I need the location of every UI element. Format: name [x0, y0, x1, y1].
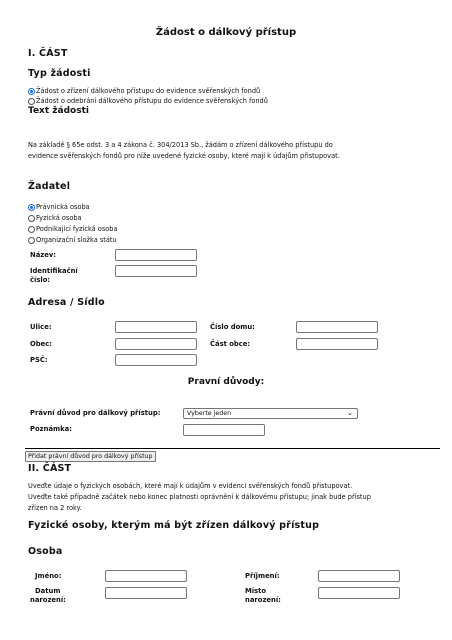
- birth-date-label-line2: narození:: [30, 596, 66, 604]
- municipality-part-input[interactable]: [296, 338, 378, 350]
- part2-text-line3: zřízen na 2 roky.: [28, 504, 82, 512]
- house-number-input[interactable]: [296, 321, 378, 333]
- radio-label: Právnická osoba: [36, 203, 90, 211]
- radio-label: Fyzická osoba: [36, 214, 82, 222]
- birth-place-label-line2: narození:: [245, 596, 281, 604]
- birth-date-label-line1: Datum: [35, 587, 61, 595]
- add-legal-reason-button[interactable]: Přidat právní důvod pro dálkový přístup: [25, 451, 156, 462]
- id-label-line1: Identifikační: [30, 267, 78, 275]
- reason-label: Právní důvod pro dálkový přístup:: [30, 409, 161, 417]
- note-input[interactable]: [183, 424, 265, 436]
- radio-unchecked-icon[interactable]: [28, 237, 35, 244]
- chevron-down-icon: ⌄: [347, 409, 353, 417]
- radio-unchecked-icon[interactable]: [28, 215, 35, 222]
- radio-applicant-legal[interactable]: [28, 202, 90, 212]
- first-name-label: Jméno:: [35, 572, 62, 580]
- zip-label: PSČ:: [30, 356, 48, 364]
- municipality-part-label: Část obce:: [210, 340, 251, 348]
- reason-select[interactable]: [183, 408, 358, 419]
- radio-label: Žádost o zřízení dálkového přístupu do evidence svěřenských fondů: [36, 87, 261, 95]
- section-divider: [25, 448, 440, 449]
- radio-applicant-entrepreneur[interactable]: [28, 224, 118, 234]
- reason-select-value: Vyberte jeden: [187, 410, 232, 417]
- page-title: Žádost o dálkový přístup: [155, 27, 297, 38]
- applicant-heading: Žadatel: [28, 181, 71, 192]
- text-heading: Text žádosti: [28, 106, 89, 116]
- part1-heading: I. ČÁST: [28, 48, 68, 59]
- request-type-heading: Typ žádosti: [28, 68, 91, 79]
- surname-input[interactable]: [318, 570, 400, 582]
- radio-label: Organizační složka státu: [36, 236, 117, 244]
- birth-place-label-line1: Místo: [245, 587, 267, 595]
- birth-date-input[interactable]: [105, 587, 187, 599]
- municipality-input[interactable]: [115, 338, 197, 350]
- person-heading: Osoba: [28, 546, 63, 557]
- id-number-input[interactable]: [115, 265, 197, 277]
- first-name-input[interactable]: [105, 570, 187, 582]
- part2-text-line1: Uveďte údaje o fyzických osobách, které mají k údajům v evidenci svěřenských fondů přistupovat.: [28, 482, 353, 490]
- note-label: Poznámka:: [30, 425, 72, 433]
- radio-applicant-natural[interactable]: [28, 213, 82, 223]
- id-label-line2: číslo:: [30, 276, 51, 284]
- radio-applicant-state-unit[interactable]: [28, 235, 117, 245]
- legal-heading: Pravní důvody:: [187, 377, 265, 387]
- radio-checked-icon[interactable]: [28, 88, 35, 95]
- part2-heading: II. ČÁST: [28, 463, 72, 474]
- radio-label: Podnikající fyzická osoba: [36, 225, 118, 233]
- name-input[interactable]: [115, 249, 197, 261]
- address-heading: Adresa / Sídlo: [28, 297, 105, 308]
- house-number-label: Číslo domu:: [210, 323, 255, 331]
- part2-text-line2: Uveďte také případně začátek nebo konec platnosti oprávnění k dálkovému přístupu; jinak bude přístup: [28, 493, 371, 501]
- municipality-label: Obec:: [30, 340, 53, 348]
- name-label: Název:: [30, 251, 56, 259]
- zip-input[interactable]: [115, 354, 197, 366]
- request-text-line1: Na základě § 65e odst. 3 a 4 zákona č. 304/2013 Sb., žádám o zřízení dálkového přístupu do: [28, 141, 333, 149]
- request-text-line2: evidence svěřenských fondů pro níže uvedené fyzické osoby, které mají k údajům přistupovat.: [28, 152, 340, 160]
- street-input[interactable]: [115, 321, 197, 333]
- surname-label: Příjmení:: [245, 572, 280, 580]
- street-label: Ulice:: [30, 323, 52, 331]
- radio-unchecked-icon[interactable]: [28, 98, 35, 105]
- radio-label: Žádost o odebrání dálkového přístupu do evidence svěřenských fondů: [36, 97, 268, 105]
- persons-heading: Fyzické osoby, kterým má být zřízen dálkový přístup: [28, 520, 320, 531]
- radio-checked-icon[interactable]: [28, 204, 35, 211]
- radio-request-create[interactable]: [28, 86, 260, 96]
- birth-place-input[interactable]: [318, 587, 400, 599]
- radio-unchecked-icon[interactable]: [28, 226, 35, 233]
- radio-request-remove[interactable]: [28, 96, 268, 106]
